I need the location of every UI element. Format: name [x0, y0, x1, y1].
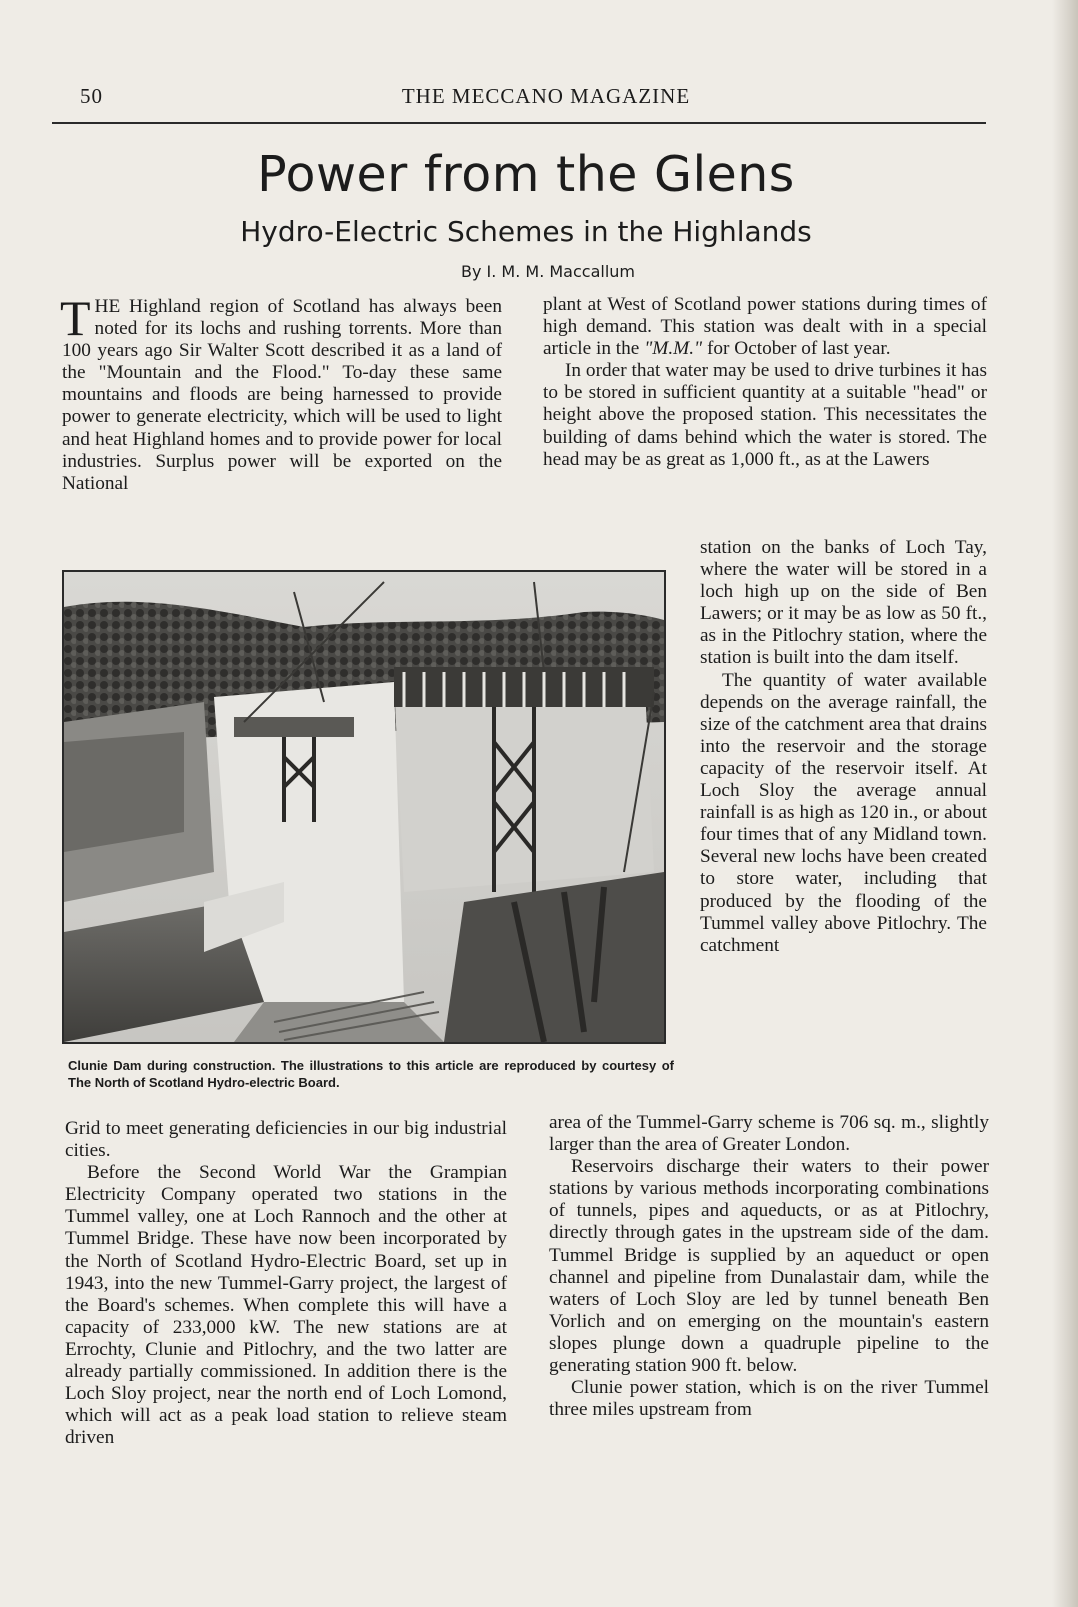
paragraph: The quantity of water available depends on the average rainfall, the size of the catchment area that drains into the reservoir and the storage capacity of the reservoir itself. At Loch Sloy the average annual rainfall is as high as 120 in., or about four times that of any Midland town. Several new lochs have been created to store water, including that produced by the flooding of the Tummel valley above Pitlochry. The catchment	[700, 669, 987, 956]
page-number: 50	[80, 84, 103, 108]
dam-illustration	[64, 572, 664, 1042]
page-edge-shadow	[1052, 0, 1078, 1607]
paragraph-text: for October of last year.	[702, 338, 891, 360]
header-rule	[52, 122, 986, 124]
column-2-narrow	[700, 537, 987, 957]
paragraph-text: plant at West of Scotland power stations during times of high demand. This station was dealt with in a special article in the	[543, 294, 987, 360]
magazine-title: THE MECCANO MAGAZINE	[401, 84, 691, 108]
mm-abbreviation: "M.M."	[644, 338, 703, 360]
paragraph: In order that water may be used to drive turbines it has to be stored in sufficient quantity at a suitable "head" or height above the proposed station. This necessitates the building of dams behind which the water is stored. The head may be as great as 1,000 ft., as at the Lawers	[543, 360, 987, 470]
paragraph	[543, 294, 987, 360]
paragraph: Before the Second World War the Grampian Electricity Company operated two stations in the Tummel valley, one at Loch Rannoch and the other at Tummel Bridge. These have now been incorporated by the North of Scotland Hydro-Electric Board, set up in 1943, into the new Tummel-Garry project, the largest of the Board's schemes. When complete this will have a capacity of 233,000 kW. The new stations are at Errochty, Clunie and Pitlochry, and the two latter are already partially commissioned. In addition there is the Loch Sloy project, near the north end of Loch Lomond, which will act as a peak load station to relieve steam driven	[65, 1162, 507, 1449]
paragraph: Reservoirs discharge their waters to their power stations by various methods incorporating combinations of tunnels, pipes and aqueducts, or as at Pitlochry, directly through gates in the upstream side of the dam. Tummel Bridge is supplied by an aqueduct or open channel and pipeline from Dunalastair dam, while the waters of Loch Sloy are led by tunnel beneath Ben Vorlich and on emerging on the mountain's eastern slopes plunge down a quadruple pipeline to the generating station 900 ft. below.	[549, 1156, 989, 1377]
paragraph: Clunie power station, which is on the river Tummel three miles upstream from	[549, 1377, 989, 1421]
intro-paragraph	[60, 290, 502, 495]
article-byline: By I. M. M. Maccallum	[461, 262, 635, 281]
column-1-bottom	[65, 1118, 507, 1449]
drop-cap: T	[60, 290, 91, 346]
intro-text: HE Highland region of Scotland has always been noted for its lochs and rushing torrents. More than 100 years ago Sir Walter Scott described it as a land of the "Mountain and the Flood." To-day these same mountains and floods are being harnessed to provide power to generate electricity, which will be used to light and heat Highland homes and to provide power for local industries. Surplus power will be exported on the National	[62, 296, 502, 494]
clunie-dam-photo	[62, 570, 666, 1044]
paragraph: station on the banks of Loch Tay, where the water will be stored in a loch high up on the side of Ben Lawers; or it may be as low as 50 ft., as in the Pitlochry station, where the station is built into the dam itself.	[700, 537, 987, 669]
article-subtitle: Hydro-Electric Schemes in the Highlands	[240, 215, 812, 248]
article-title: Power from the Glens	[257, 146, 795, 203]
paragraph: area of the Tummel-Garry scheme is 706 sq. m., slightly larger than the area of Greater London.	[549, 1112, 989, 1156]
column-2-top	[543, 294, 987, 471]
photo-caption: Clunie Dam during construction. The illustrations to this article are reproduced by courtesy of The North of Scotland Hydro-electric Board.	[68, 1058, 674, 1090]
running-header	[77, 84, 985, 114]
column-1-top	[60, 290, 502, 495]
column-2-bottom	[549, 1112, 989, 1421]
paragraph: Grid to meet generating deficiencies in our big industrial cities.	[65, 1118, 507, 1162]
